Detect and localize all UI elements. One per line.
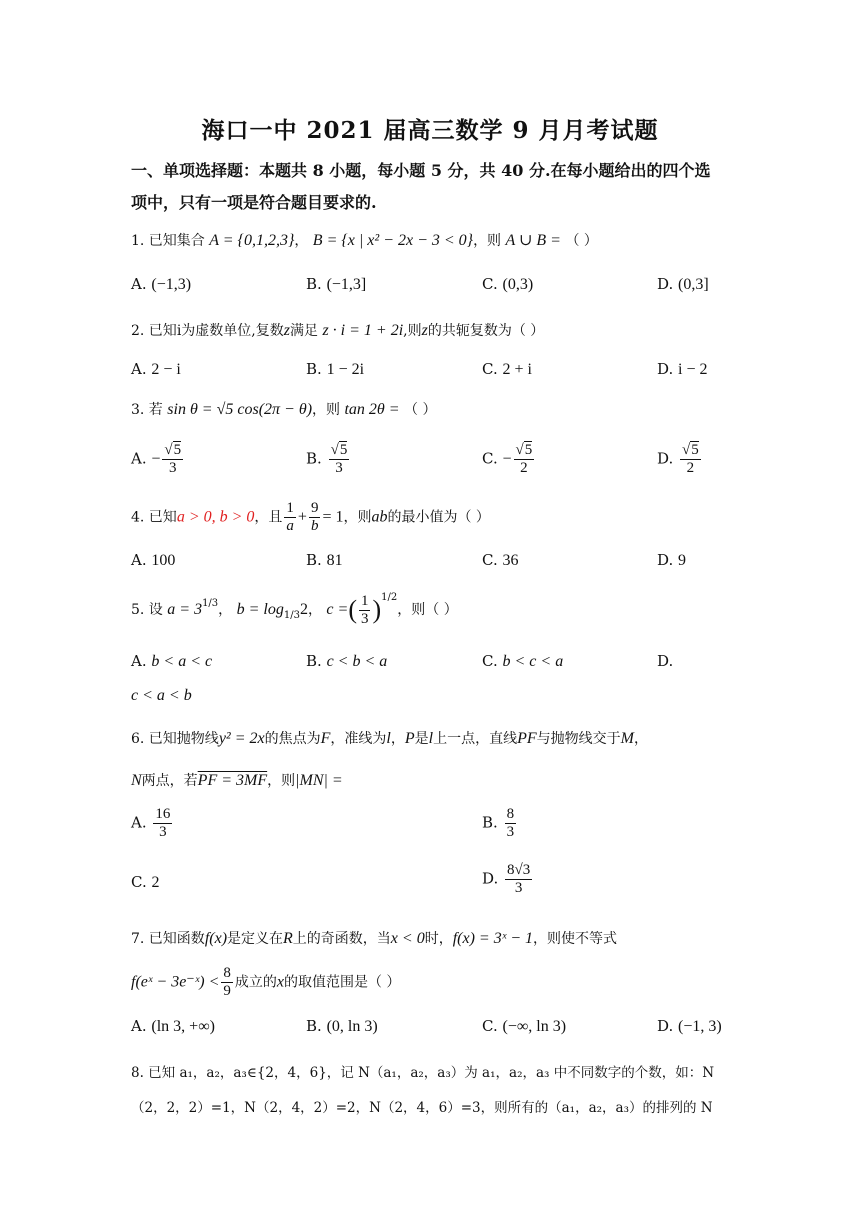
q1-paren: （ ）: [565, 233, 598, 249]
q1-option-b[interactable]: B. (−1,3]: [306, 275, 367, 293]
q1-set-b: B = {x | x² − 2x − 3 < 0}: [312, 232, 474, 249]
question-4-stem: 4. 已知a > 0, b > 0，且 $\frac{1}{a}$ + $\frac{9}{b}$ = 1，则ab的最小值为（ ）: [131, 500, 490, 534]
q2-equation: z · i = 1 + 2i: [322, 322, 404, 339]
q3-equation: sin θ = √5 cos(2π − θ): [167, 401, 313, 418]
q3-option-b[interactable]: B. $\frac{√5}{3}$: [306, 442, 348, 476]
q7-option-c[interactable]: C. (−∞, ln 3): [482, 1017, 567, 1035]
question-2-stem: 2. 已知i为虚数单位,复数z满足 z · i = 1 + 2i,则z的共轭复数为（ ）: [131, 322, 545, 339]
question-7-line1: 7. 已知函数f(x)是定义在R上的奇函数，当x < 0时，f(x) = 3ˣ − 1，则使不等式: [131, 930, 618, 947]
q5-option-a[interactable]: A. b < a < c: [131, 652, 213, 670]
q6-option-b[interactable]: B. $\frac{8}{3}$: [482, 806, 515, 840]
q1-option-d[interactable]: D. (0,3]: [657, 275, 709, 293]
section-heading-line1: 一、单项选择题：本题共 8 小题，每小题 5 分，共 40 分.在每小题给出的四个选: [131, 161, 711, 180]
q1-option-a[interactable]: A. (−1,3): [131, 275, 192, 293]
q4-condition: a > 0, b > 0: [176, 508, 255, 526]
q5-option-b[interactable]: B. c < b < a: [306, 652, 388, 670]
q1-prefix: 1. 已知集合: [131, 233, 205, 249]
question-6-line1: 6. 已知抛物线y² = 2x的焦点为F，准线为l，P是l上一点，直线PF与抛物线交于M，: [131, 730, 648, 747]
section-heading-line2: 项中，只有一项是符合题目要求的.: [131, 193, 377, 212]
q6-option-c[interactable]: C. 2: [131, 873, 160, 891]
question-5-stem: 5. 设 $a = 3^{1/3}$， $b = \log_{1/3}2$， c =( $\frac{1}{3}$ )$^{1/2}$，则（ ）: [131, 592, 458, 627]
q1-set-a: A = {0,1,2,3}: [209, 232, 295, 249]
q4-option-b[interactable]: B. 81: [306, 551, 343, 569]
q6-option-d[interactable]: D. $\frac{8√3}{3}$: [482, 862, 531, 896]
q3-option-c[interactable]: C. − $\frac{√5}{2}$: [482, 442, 533, 476]
page-title: 海口一中 2021 届高三数学 9 月月考试题: [201, 117, 659, 144]
q2-option-c[interactable]: C. 2 + i: [482, 360, 532, 378]
q1-then: ，则: [473, 233, 502, 249]
q4-option-a[interactable]: A. 100: [131, 551, 176, 569]
question-6-line2: N两点，若PF = 3MF，则|MN| =: [131, 772, 343, 789]
q3-option-a[interactable]: A. − $\frac{√5}{3}$: [131, 442, 182, 476]
question-7-line2: f(eˣ − 3e⁻ˣ) < $\frac{8}{9}$ 成立的x的取值范围是（ ）: [131, 965, 401, 999]
q6-option-a[interactable]: A. $\frac{16}{3}$: [131, 806, 171, 840]
q1-option-c[interactable]: C. (0,3): [482, 275, 534, 293]
question-3-stem: 3. 若 sin θ = √5 cos(2π − θ)，则 tan 2θ = （ ）: [131, 401, 437, 418]
q3-option-d[interactable]: D. $\frac{√5}{2}$: [657, 442, 699, 476]
q2-option-b[interactable]: B. 1 − 2i: [306, 360, 365, 378]
q2-option-d[interactable]: D. i − 2: [657, 360, 708, 378]
q7-option-a[interactable]: A. (ln 3, +∞): [131, 1017, 215, 1035]
q4-option-c[interactable]: C. 36: [482, 551, 519, 569]
q3-ask: tan 2θ =: [344, 401, 400, 418]
q1-ask: A ∪ B =: [505, 232, 561, 249]
q5-option-c[interactable]: C. b < c < a: [482, 652, 564, 670]
q5-option-d[interactable]: D.: [657, 652, 674, 670]
q7-option-b[interactable]: B. (0, ln 3): [306, 1017, 378, 1035]
question-1-stem: 1. 已知集合 A = {0,1,2,3}， B = {x | x² − 2x − 3 < 0}，则 A ∪ B = （ ）: [131, 232, 598, 249]
q7-option-d[interactable]: D. (−1, 3): [657, 1017, 722, 1035]
q5-option-d-value[interactable]: c < a < b: [131, 687, 192, 704]
question-8-line2: （2，2，2）=1，N（2，4，2）=2，N（2，4，6）=3，则所有的（a₁，a₂，a₃）的排列的 N: [131, 1100, 713, 1116]
q2-option-a[interactable]: A. 2 − i: [131, 360, 181, 378]
question-8-line1: 8. 已知 a₁，a₂，a₃∈{2，4，6}，记 N（a₁，a₂，a₃）为 a₁，a₂，a₃ 中不同数字的个数，如：N: [131, 1065, 715, 1081]
q4-option-d[interactable]: D. 9: [657, 551, 687, 569]
